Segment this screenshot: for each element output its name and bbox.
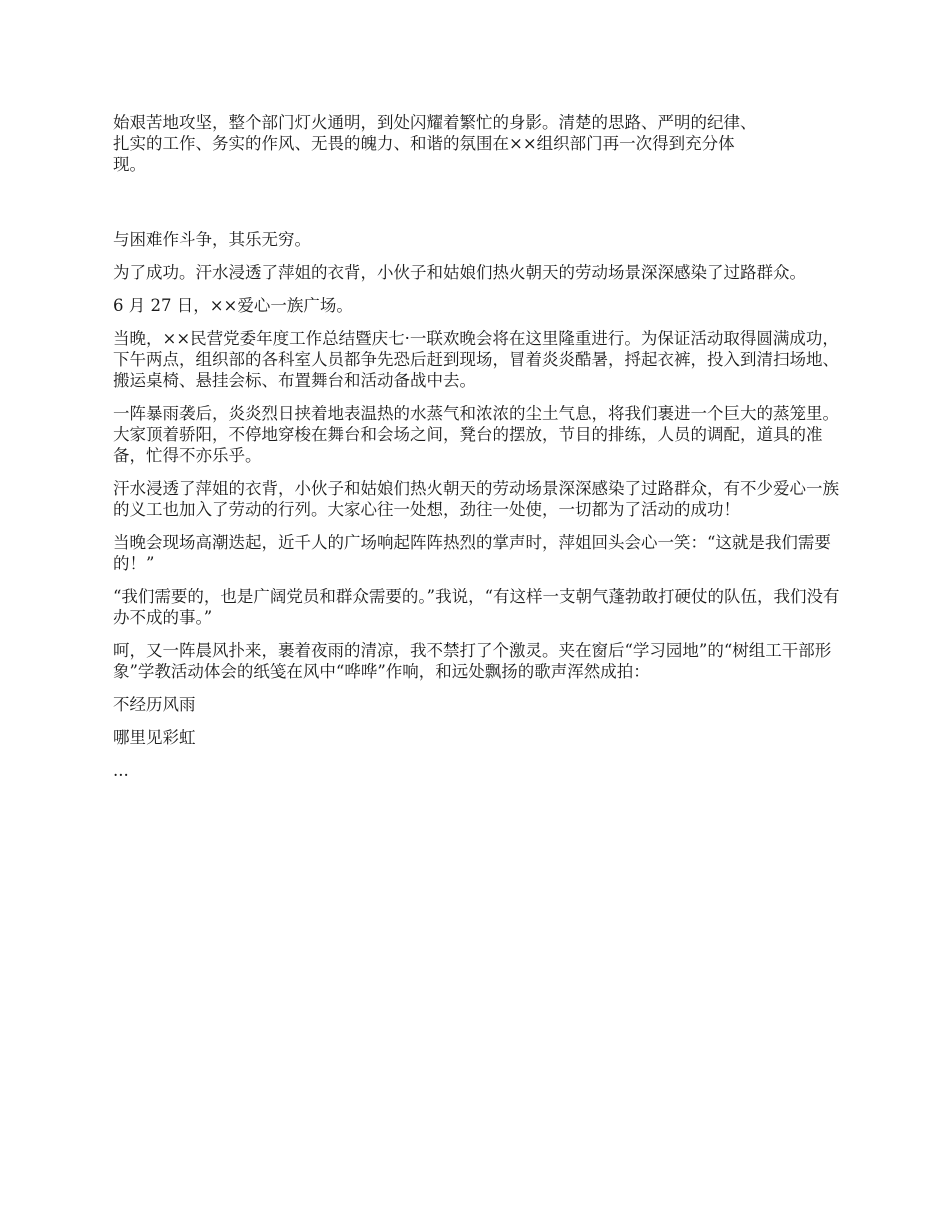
paragraph-6: 汗水浸透了萍姐的衣背，小伙子和姑娘们热火朝天的劳动场景深深感染了过路群众，有不少爱心一族的义工也加入了劳动的行列。大家心往一处想，劲往一处使，一切都为了活动的成功！: [113, 479, 839, 519]
intro-line-1: 始艰苦地攻坚，整个部门灯火通明，到处闪耀着繁忙的身影。清楚的思路、严明的纪律、: [113, 113, 757, 132]
paragraph-3: 6 月 27 日，××爱心一族广场。: [113, 296, 353, 315]
paragraph-1: 与困难作斗争，其乐无穷。: [113, 230, 311, 249]
poem-line-2: 哪里见彩虹: [113, 728, 196, 747]
paragraph-8: “我们需要的，也是广阔党员和群众需要的。”我说，“有这样一支朝气蓬勃敢打硬仗的队伍，我们没有办不成的事。”: [113, 587, 840, 627]
paragraph-9: 呵，又一阵晨风扑来，裹着夜雨的清凉，我不禁打了个激灵。夹在窗后“学习园地”的“树组工干部形象”学教活动体会的纸笺在风中“哗哗”作响，和远处飘扬的歌声浑然成拍：: [113, 641, 832, 681]
paragraph-4: 当晚，××民营党委年度工作总结暨庆七·一联欢晚会将在这里隆重进行。为保证活动取得圆满成功，下午两点，组织部的各科室人员都争先恐后赶到现场，冒着炎炎酷暑，捋起衣裤，投入到清扫场地、搬运桌椅、悬挂会标、布置舞台和活动备战中去。: [113, 329, 839, 390]
paragraph-7: 当晚会现场高潮迭起，近千人的广场响起阵阵热烈的掌声时，萍姐回头会心一笑：“这就是我们需要的！”: [113, 533, 831, 573]
paragraph-5: 一阵暴雨袭后，炎炎烈日挟着地表温热的水蒸气和浓浓的尘土气息，将我们裹进一个巨大的蒸笼里。大家顶着骄阳，不停地穿梭在舞台和会场之间，凳台的摆放，节目的排练，人员的调配，道具的准备，忙得不亦乐乎。: [113, 404, 839, 465]
ellipsis: ...: [113, 761, 129, 780]
intro-line-2: 扎实的工作、务实的作风、无畏的魄力、和谐的氛围在××组织部门再一次得到充分体: [113, 134, 735, 153]
section-gap: [113, 175, 840, 229]
intro-line-3: 现。: [113, 155, 146, 174]
paragraph-2: 为了成功。汗水浸透了萍姐的衣背，小伙子和姑娘们热火朝天的劳动场景深深感染了过路群众。: [113, 263, 806, 282]
poem-line-1: 不经历风雨: [113, 695, 196, 714]
intro-paragraph: [113, 112, 840, 175]
document-body: [113, 112, 840, 793]
